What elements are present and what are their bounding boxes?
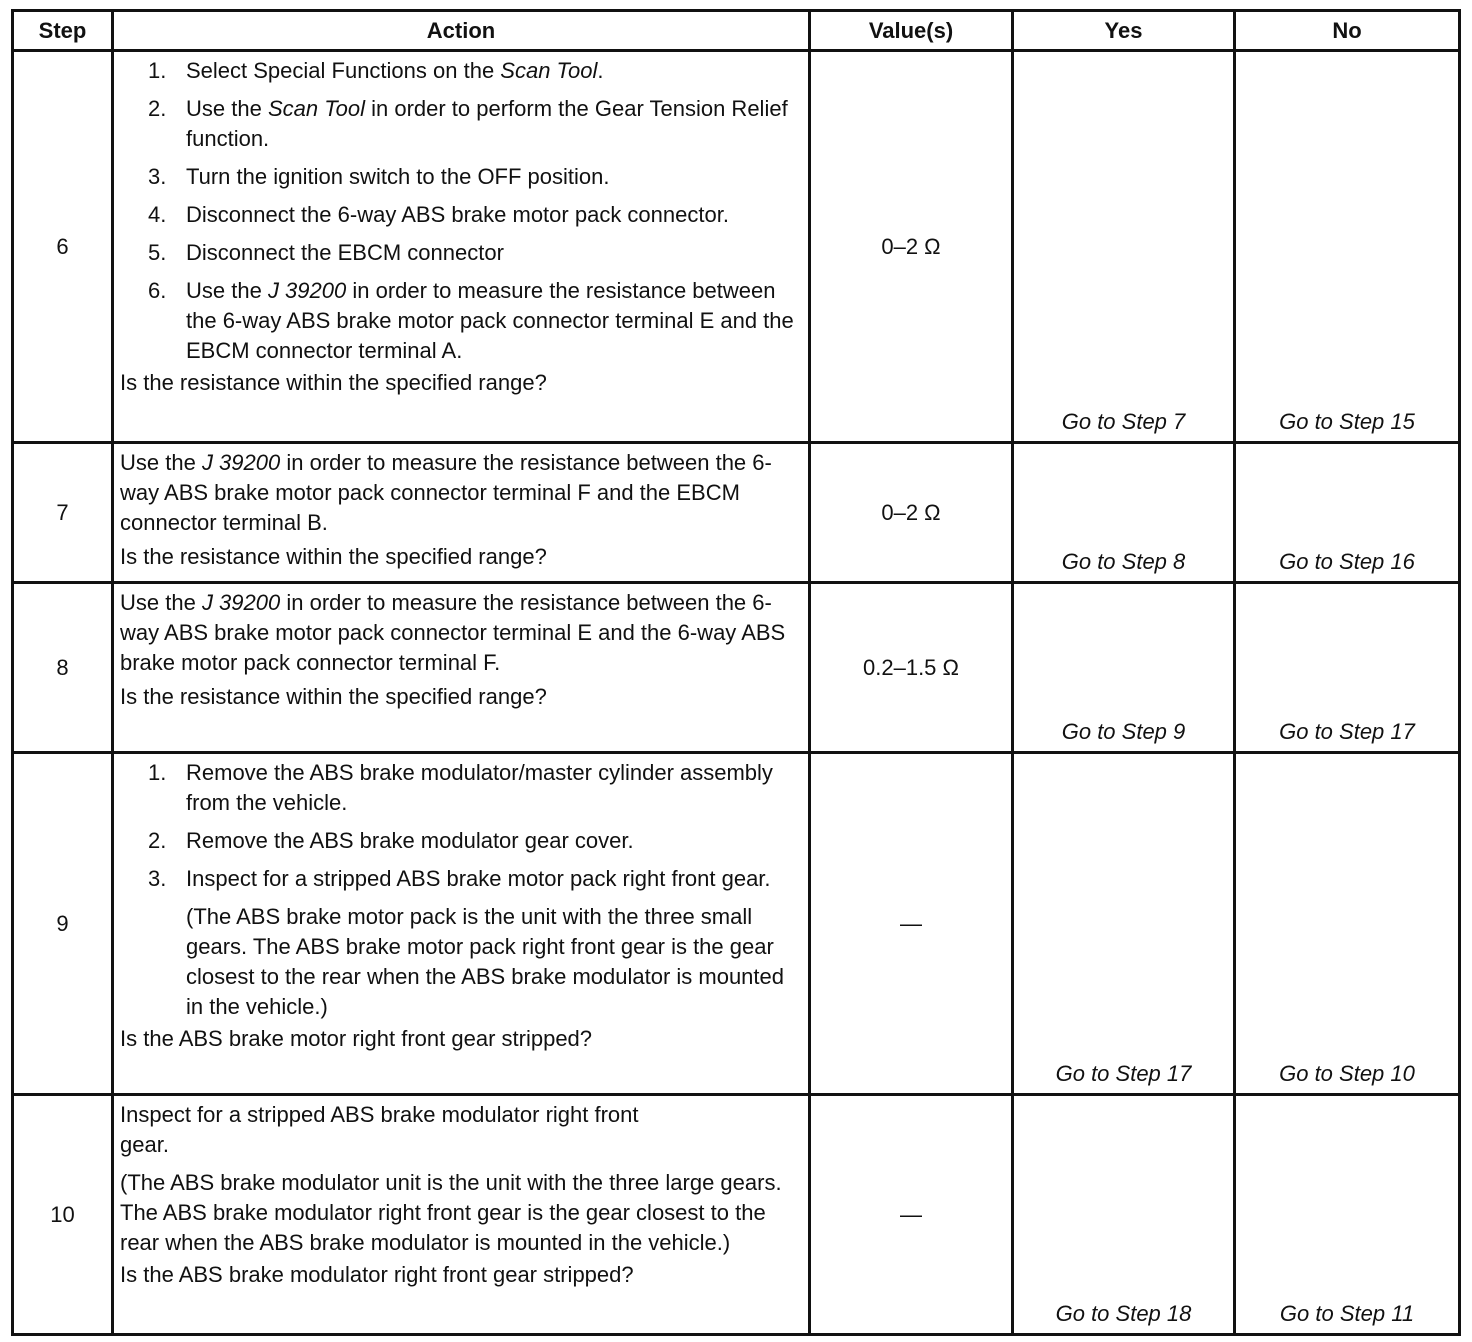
yes-link[interactable]: Go to Step 9	[1013, 583, 1235, 753]
no-link[interactable]: Go to Step 16	[1235, 443, 1460, 583]
table-row-step-8	[13, 583, 1460, 753]
action-step: Disconnect the 6-way ABS brake motor pack connector.	[186, 202, 729, 227]
no-link[interactable]: Go to Step 11	[1235, 1095, 1460, 1335]
action-steps-list	[120, 56, 802, 366]
action-question: Is the resistance within the specified range?	[120, 370, 547, 395]
header-row	[13, 11, 1460, 51]
action-cell	[113, 1095, 810, 1335]
action-question: Is the resistance within the specified range?	[120, 684, 547, 709]
action-steps-list	[120, 758, 802, 894]
value-cell: 0.2–1.5 Ω	[810, 583, 1013, 753]
table-row-step-9	[13, 753, 1460, 1095]
action-cell	[113, 753, 810, 1095]
yes-link[interactable]: Go to Step 17	[1013, 753, 1235, 1095]
action-step: Turn the ignition switch to the OFF position.	[186, 164, 610, 189]
yes-link[interactable]: Go to Step 7	[1013, 51, 1235, 443]
step-number: 6	[13, 51, 113, 443]
action-step: Remove the ABS brake modulator gear cover.	[186, 828, 634, 853]
table-row-step-7	[13, 443, 1460, 583]
no-link[interactable]: Go to Step 15	[1235, 51, 1460, 443]
header-yes: Yes	[1013, 11, 1235, 51]
action-step: Select Special Functions on the Scan Tool.	[186, 58, 604, 83]
no-link[interactable]: Go to Step 17	[1235, 583, 1460, 753]
action-text: Inspect for a stripped ABS brake modulator right front gear.	[120, 1102, 639, 1157]
action-text: Use the J 39200 in order to measure the resistance between the 6-way ABS brake motor pack connector terminal E and the 6-way ABS brake motor pack connector terminal F.	[120, 590, 786, 675]
value-cell: 0–2 Ω	[810, 443, 1013, 583]
step-number: 10	[13, 1095, 113, 1335]
value-cell: —	[810, 1095, 1013, 1335]
header-step: Step	[13, 11, 113, 51]
action-note: (The ABS brake motor pack is the unit with the three small gears. The ABS brake motor pack right front gear is the gear closest to the rear when the ABS brake modulator is mounted in the vehicle.)	[186, 904, 784, 1019]
step-number: 9	[13, 753, 113, 1095]
action-note: (The ABS brake modulator unit is the unit with the three large gears. The ABS brake modulator right front gear is the gear closest to the rear when the ABS brake modulator is mounted in the vehicle.)	[120, 1170, 782, 1255]
action-step: Disconnect the EBCM connector	[186, 240, 504, 265]
action-step: Inspect for a stripped ABS brake motor pack right front gear.	[186, 866, 771, 891]
step-number: 8	[13, 583, 113, 753]
action-cell	[113, 51, 810, 443]
no-link[interactable]: Go to Step 10	[1235, 753, 1460, 1095]
action-question: Is the ABS brake modulator right front gear stripped?	[120, 1262, 634, 1287]
action-step: Use the Scan Tool in order to perform the Gear Tension Relief function.	[186, 96, 788, 151]
diagnostic-table	[11, 9, 1461, 1336]
action-step: Use the J 39200 in order to measure the resistance between the 6-way ABS brake motor pack connector terminal E and the EBCM connector terminal A.	[186, 278, 794, 363]
value-cell: 0–2 Ω	[810, 51, 1013, 443]
table-row-step-10	[13, 1095, 1460, 1335]
yes-link[interactable]: Go to Step 18	[1013, 1095, 1235, 1335]
action-question: Is the resistance within the specified range?	[120, 544, 547, 569]
header-values: Value(s)	[810, 11, 1013, 51]
header-action: Action	[113, 11, 810, 51]
header-no: No	[1235, 11, 1460, 51]
yes-link[interactable]: Go to Step 8	[1013, 443, 1235, 583]
step-number: 7	[13, 443, 113, 583]
action-cell	[113, 583, 810, 753]
action-question: Is the ABS brake motor right front gear stripped?	[120, 1026, 593, 1051]
action-text: Use the J 39200 in order to measure the resistance between the 6-way ABS brake motor pack connector terminal F and the EBCM connector terminal B.	[120, 450, 772, 535]
action-step: Remove the ABS brake modulator/master cylinder assembly from the vehicle.	[186, 760, 773, 815]
table-row-step-6	[13, 51, 1460, 443]
value-cell: —	[810, 753, 1013, 1095]
action-cell	[113, 443, 810, 583]
